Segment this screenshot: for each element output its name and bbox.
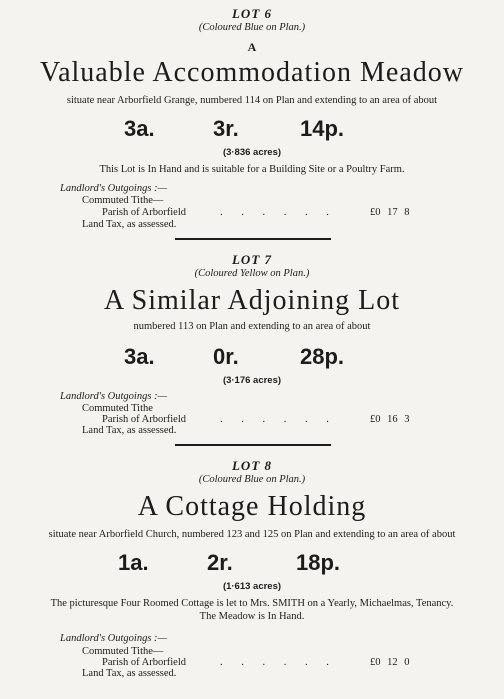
lot-8-amount: £0 12 0 [370,657,410,668]
lot-7-roods: 0r. [213,344,239,369]
lot-8-section [0,458,504,623]
lot-8-item-landtax: Land Tax, as assessed. [82,668,177,679]
lot-6-heading: LOT 6 [231,6,273,21]
lot-6-amount: £0 17 8 [370,207,410,218]
lot-8-roods: 2r. [207,550,233,575]
lot-8-perches: 18p. [296,550,341,575]
lot-7-colour-note: (Coloured Yellow on Plan.) [194,268,310,279]
lot-6-item-tithe: Commuted Tithe— [82,195,164,206]
lot-8-heading: LOT 8 [231,458,273,473]
lot-7-item-parish: Parish of Arborfield [102,414,186,425]
lot-6-section [0,6,504,176]
lot-7-acres-decimal: (3·176 acres) [222,375,282,386]
lot-8-outgoings-label: Landlord's Outgoings :— [60,633,167,644]
lot-6-article: A [247,40,257,54]
lot-7-amount: £0 16 3 [370,414,410,425]
lot-7-section [0,252,504,387]
lot-6-note: This Lot is In Hand and is suitable for a Building Site or a Poultry Farm. [99,164,405,175]
lot-8-area [0,549,504,579]
lot-6-perches: 14p. [300,116,345,141]
lot-7-title: A Similar Adjoining Lot [103,285,400,316]
lot-7-description: numbered 113 on Plan and extending to an area of about [133,321,371,332]
divider-2 [175,444,331,446]
lot-8-acres-decimal: (1·613 acres) [222,581,282,592]
lot-7-acres: 3a. [124,344,155,369]
lot-6-description: situate near Arborfield Grange, numbered 114 on Plan and extending to an area of about [66,95,438,106]
lot-7-item-tithe: Commuted Tithe [82,403,153,414]
lot-6-item-landtax: Land Tax, as assessed. [82,219,177,230]
lot-7-outgoings-label: Landlord's Outgoings :— [60,391,167,402]
lot-7-leader-dots: . . . . . . [220,414,337,425]
lot-6-roods: 3r. [213,116,239,141]
lot-6-acres-decimal: (3·836 acres) [222,147,282,158]
lot-8-description: situate near Arborfield Church, numbered 123 and 125 on Plan and extending to an area of about [48,529,456,540]
lot-8-colour-note: (Coloured Blue on Plan.) [198,474,306,485]
lot-6-leader-dots: . . . . . . [220,207,337,218]
lot-6-acres: 3a. [124,116,155,141]
lot-8-note-meadow: The Meadow is In Hand. [199,611,305,622]
lot-7-item-landtax: Land Tax, as assessed. [82,425,177,436]
lot-6-title: Valuable Accommodation Meadow [39,57,464,88]
lot-8-note-tenancy: The picturesque Four Roomed Cottage is let to Mrs. SMITH on a Yearly, Michaelmas, Tenancy. [50,598,454,609]
divider-1 [175,238,331,240]
lot-6-colour-note: (Coloured Blue on Plan.) [198,22,306,33]
lot-6-area [0,115,504,145]
lot-7-area [0,343,504,373]
lot-8-leader-dots: . . . . . . [220,657,337,668]
lot-7-heading: LOT 7 [231,252,273,267]
lot-6-item-parish: Parish of Arborfield [102,207,186,218]
lot-7-perches: 28p. [300,344,345,369]
lot-8-title: A Cottage Holding [137,491,367,522]
lot-8-item-parish: Parish of Arborfield [102,657,186,668]
lot-8-item-tithe: Commuted Tithe— [82,646,164,657]
lot-6-outgoings-label: Landlord's Outgoings :— [60,183,167,194]
lot-8-acres: 1a. [118,550,149,575]
